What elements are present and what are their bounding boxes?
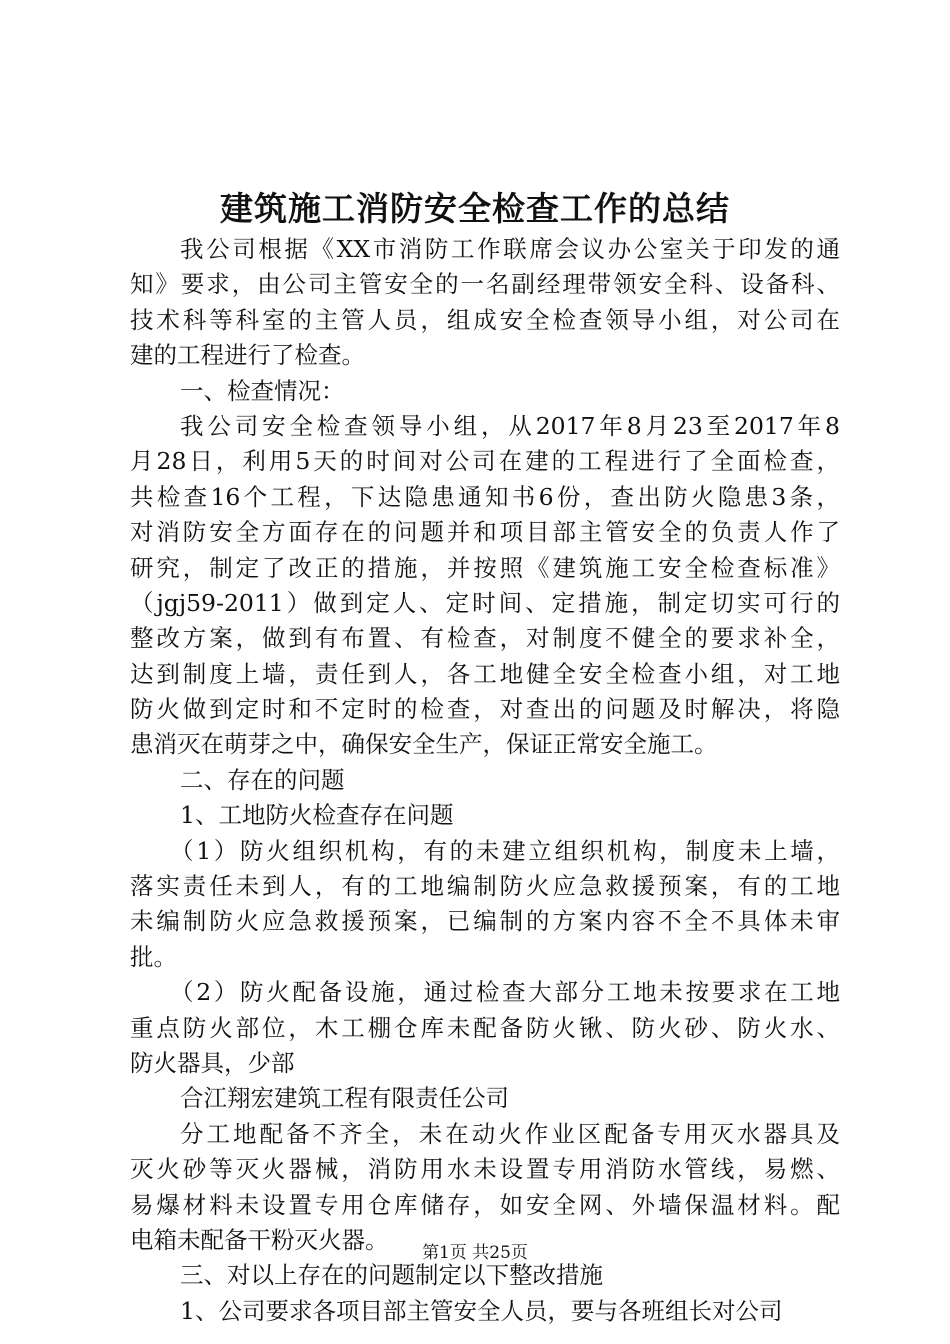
body-line: 达到制度上墙，责任到人，各工地健全安全检查小组，对工地 — [130, 659, 840, 688]
body-line: 研究，制定了改正的措施，并按照《建筑施工安全检查标准》 — [130, 553, 840, 582]
body-line: 知》要求，由公司主管安全的一名副经理带领安全科、设备科、 — [130, 270, 840, 299]
body-line: 防火器具，少部 — [130, 1048, 295, 1077]
body-line: 我公司根据《XX市消防工作联席会议办公室关于印发的通 — [180, 235, 840, 263]
document-title: 建筑施工消防安全检查工作的总结 — [220, 189, 730, 228]
body-line: 月28日，利用5天的时间对公司在建的工程进行了全面检查， — [130, 447, 840, 476]
subsection-heading: 1、工地防火检查存在问题 — [180, 801, 454, 830]
body-line: 灭火砂等灭火器械，消防用水未设置专用消防水管线，易燃、 — [130, 1155, 840, 1184]
section-heading: 二、存在的问题 — [180, 765, 345, 794]
body-line: 重点防火部位，木工棚仓库未配备防火锹、防火砂、防火水、 — [130, 1013, 840, 1042]
body-line: 我公司安全检查领导小组，从2017年8月23至2017年8 — [180, 411, 840, 440]
body-line: 整改方案，做到有布置、有检查，对制度不健全的要求补全， — [130, 624, 840, 653]
section-heading: 一、检查情况： — [180, 376, 345, 405]
body-line: 落实责任未到人，有的工地编制防火应急救援预案，有的工地 — [130, 872, 840, 901]
body-line: 防火做到定时和不定时的检查，对查出的问题及时解决，将隐 — [130, 695, 840, 724]
body-line: 建的工程进行了检查。 — [130, 341, 365, 370]
body-line: （jgj59-2011）做到定人、定时间、定措施，制定切实可行的 — [130, 588, 840, 617]
body-line: 批。 — [130, 942, 177, 971]
body-line: 易爆材料未设置专用仓库储存，如安全网、外墙保温材料。配 — [130, 1190, 840, 1219]
body-line: 对消防安全方面存在的问题并和项目部主管安全的负责人作了 — [130, 518, 840, 547]
document-body — [130, 232, 840, 1329]
body-line: 分工地配备不齐全，未在动火作业区配备专用灭水器具及 — [180, 1119, 840, 1148]
body-line: 患消灭在萌芽之中，确保安全生产，保证正常安全施工。 — [130, 730, 718, 759]
page-number-footer: 第1页 共25页 — [422, 1243, 528, 1263]
body-line: 1、公司要求各项目部主管安全人员，要与各班组长对公司 — [180, 1296, 783, 1325]
body-line: 共检查16个工程，下达隐患通知书6份，查出防火隐患3条， — [130, 482, 840, 511]
body-line: 电箱未配备干粉灭火器。 — [130, 1225, 389, 1254]
company-name: 合江翔宏建筑工程有限责任公司 — [180, 1084, 509, 1113]
section-heading: 三、对以上存在的问题制定以下整改措施 — [180, 1261, 603, 1290]
body-line: 未编制防火应急救援预案，已编制的方案内容不全不具体未审 — [130, 907, 840, 936]
body-line: 技术科等科室的主管人员，组成安全检查领导小组，对公司在 — [130, 305, 840, 334]
body-line: （1）防火组织机构，有的未建立组织机构，制度未上墙， — [170, 836, 840, 865]
body-line: （2）防火配备设施，通过检查大部分工地未按要求在工地 — [170, 978, 840, 1007]
